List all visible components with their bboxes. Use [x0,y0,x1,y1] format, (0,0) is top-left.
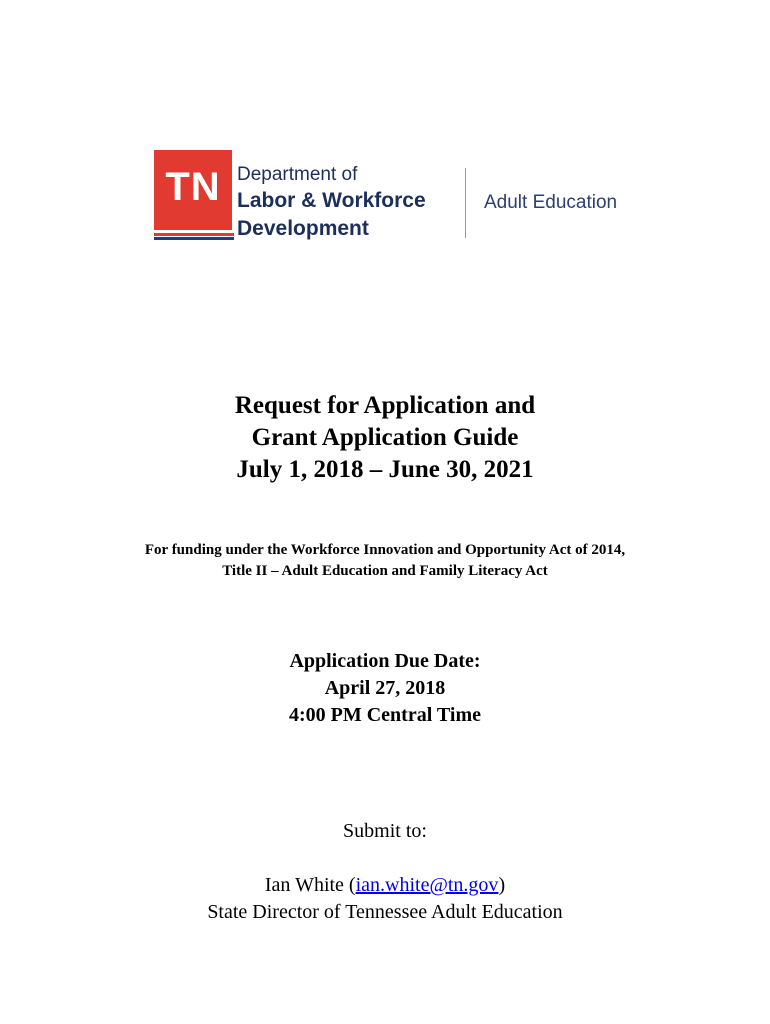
department-name-line-2: Labor & Workforce [237,189,426,212]
document-title [0,390,770,486]
due-date-section [0,648,770,729]
tn-logo-box [154,150,232,230]
tn-logo-text: TN [165,165,221,209]
logo-stripe-red [154,233,234,236]
spacer [0,845,770,872]
funding-statement [0,540,770,582]
title-line-3: July 1, 2018 – June 30, 2021 [236,456,534,483]
title-line-1: Request for Application and [234,392,536,419]
funding-line-2: Title II – Adult Education and Family Literacy Act [222,563,548,579]
department-name-line-1: Department of [237,164,358,185]
contact-close-paren: ) [498,874,506,896]
division-name: Adult Education [484,192,618,213]
logo-divider [465,168,466,238]
submit-label: Submit to: [343,820,427,842]
due-date-label: Application Due Date: [289,650,481,672]
contact-line [0,872,770,899]
funding-line-1: For funding under the Workforce Innovation and Opportunity Act of 2014, [144,542,626,558]
title-line-2: Grant Application Guide [251,424,519,451]
contact-name: Ian White ( [264,874,356,896]
agency-logo [154,150,624,242]
logo-stripe-blue [154,237,234,240]
due-time: 4:00 PM Central Time [288,704,481,726]
contact-email-link[interactable]: ian.white@tn.gov [355,874,499,896]
due-date: April 27, 2018 [324,677,446,699]
submission-section [0,818,770,926]
contact-role: State Director of Tennessee Adult Education [207,901,563,923]
department-name-line-3: Development [237,217,369,240]
